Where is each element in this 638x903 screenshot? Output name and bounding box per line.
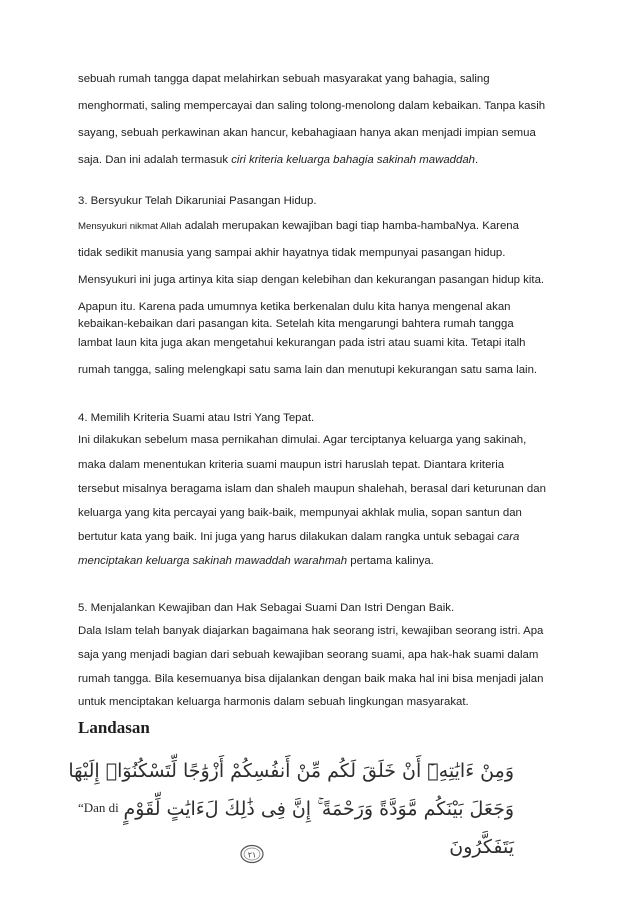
text-run: saja. Dan ini adalah termasuk — [78, 154, 232, 166]
paragraph-line: Mensyukuri ini juga artinya kita siap dengan kelebihan dan kekurangan pasangan hidup kita. — [78, 274, 545, 286]
paragraph-line — [78, 529, 519, 545]
paragraph-line: maka dalam menentukan kriteria suami maupun istri haruslah tepat. Diantara kriteria — [78, 459, 505, 471]
paragraph-line: Dala Islam telah banyak diajarkan bagaimana hak seorang istri, kewajiban seorang istri. Apa — [78, 625, 544, 637]
arabic-line: يَتَفَكَّرُونَ — [449, 836, 514, 858]
italic-link-text: menciptakan keluarga sakinah mawaddah warahmah — [78, 555, 348, 567]
paragraph-line: Ini dilakukan sebelum masa pernikahan dimulai. Agar terciptanya keluarga yang sakinah, — [78, 434, 527, 446]
paragraph-line: tersebut misalnya beragama islam dan shaleh maupun shalehah, berasal dari keturunan dan — [78, 483, 546, 495]
text-run: Mensyukuri nikmat Allah — [78, 221, 182, 232]
landasan-heading: Landasan — [78, 718, 150, 737]
italic-link-text: cara — [497, 531, 520, 543]
paragraph-line: menghormati, saling mempercayai dan saling tolong-menolong dalam kebaikan. Tanpa kasih — [78, 100, 546, 112]
paragraph-line: keluarga yang kita percayai yang baik-baik, mempunyai akhlak mulia, sopan santun dan — [78, 507, 522, 519]
text-run: . — [475, 154, 479, 166]
section-heading-5: 5. Menjalankan Kewajiban dan Hak Sebagai Suami Dan Istri Dengan Baik. — [78, 602, 455, 614]
paragraph-line: rumah tangga. Bila kesemuanya bisa dijalankan dengan baik maka hal ini bisa menjadi jalan — [78, 673, 544, 685]
arabic-line: وَجَعَلَ بَيْنَكُم مَّوَدَّةً وَرَحْمَةً ۚ إِنَّ فِى ذَٰلِكَ لَءَايَٰتٍ لِّقَوْمٍ — [123, 798, 514, 820]
paragraph-line — [78, 152, 478, 168]
ayah-number-icon — [240, 844, 264, 864]
arabic-line: وَمِنْ ءَايَٰتِهِۦٓ أَنْ خَلَقَ لَكُم مِّنْ أَنفُسِكُمْ أَزْوَٰجًا لِّتَسْكُنُوٓا۟ إِلَيْهَا — [68, 760, 514, 782]
text-run: bertutur kata yang baik. Ini juga yang harus dilakukan dalam rangka untuk sebagai — [78, 531, 498, 543]
paragraph-line: kebaikan-kebaikan dari pasangan kita. Setelah kita mengarungi bahtera rumah tangga — [78, 318, 514, 330]
italic-link-text: ciri kriteria keluarga bahagia sakinah mawaddah — [231, 154, 476, 166]
paragraph-line: saja yang menjadi bagian dari sebuah kewajiban seorang suami, apa hak-hak suami dalam — [78, 649, 539, 661]
ayah-number: ٢١ — [247, 850, 257, 860]
text-run: adalah merupakan kewajiban bagi tiap hamba-hambaNya. Karena — [181, 220, 519, 232]
paragraph-line: rumah tangga, saling melengkapi satu sama lain dan menutupi kekurangan satu sama lain. — [78, 364, 538, 376]
section-heading-3: 3. Bersyukur Telah Dikaruniai Pasangan Hidup. — [78, 195, 317, 207]
paragraph-line: sebuah rumah tangga dapat melahirkan sebuah masyarakat yang bahagia, saling — [78, 73, 490, 85]
paragraph-line — [78, 218, 519, 235]
paragraph-line: untuk menciptakan keluarga harmonis dalam sebuah lingkungan masyarakat. — [78, 696, 469, 708]
paragraph-line: tidak sedikit manusia yang sampai akhir hayatnya tidak mempunyai pasangan hidup. — [78, 247, 506, 259]
quote-text: “Dan di — [78, 800, 119, 815]
text-run: pertama kalinya. — [347, 555, 434, 567]
section-heading-4: 4. Memilih Kriteria Suami atau Istri Yang Tepat. — [78, 412, 315, 424]
paragraph-line: lambat laun kita juga akan mengetahui kekurangan pada istri atau suami kita. Tetapi italh — [78, 337, 526, 349]
paragraph-line — [78, 553, 434, 569]
paragraph-line: Apapun itu. Karena pada umumnya ketika berkenalan dulu kita hanya mengenal akan — [78, 301, 511, 313]
paragraph-line: sayang, sebuah perkawinan akan hancur, kebahagiaan hanya akan menjadi impian semua — [78, 127, 536, 139]
